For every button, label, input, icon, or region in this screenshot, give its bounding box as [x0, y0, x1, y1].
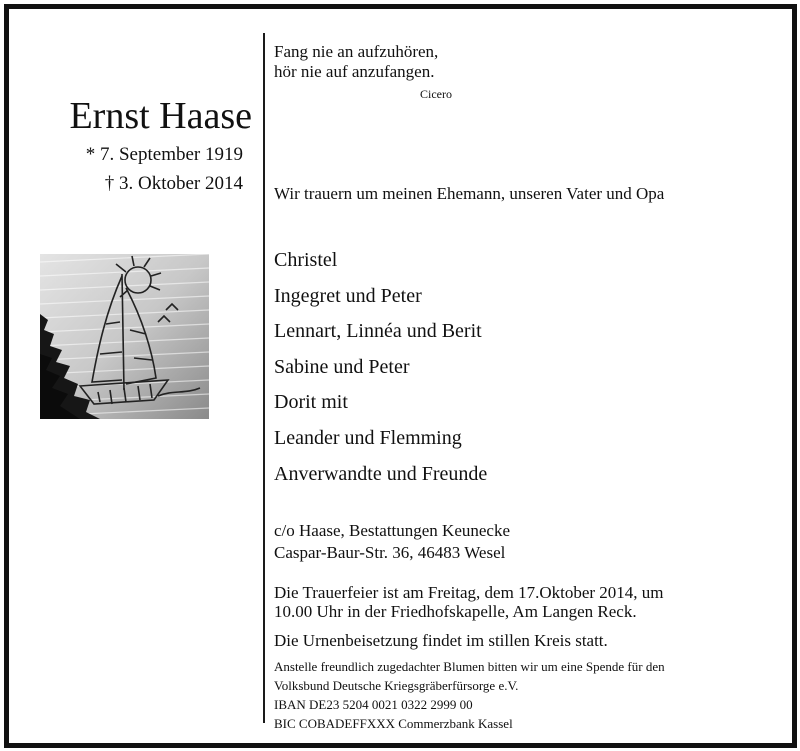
mourner-item: Sabine und Peter: [274, 355, 410, 378]
funeral-service-info: [274, 583, 664, 621]
column-divider: [263, 33, 265, 723]
quote: [274, 42, 438, 82]
donation-iban: IBAN DE23 5204 0021 0322 2999 00: [274, 697, 473, 712]
mourner-item: Christel: [274, 249, 338, 271]
mourner-item: Dorit mit: [274, 391, 348, 414]
quote-line-1: Fang nie an aufzuhören,: [274, 42, 439, 61]
quote-line-2: hör nie auf anzufangen.: [274, 62, 435, 81]
donation-line-2: Volksbund Deutsche Kriegsgräberfürsorge e.V.: [274, 678, 519, 693]
quote-author: Cicero: [420, 87, 452, 101]
deceased-name: Ernst Haase: [69, 95, 252, 137]
address-line-2: Caspar-Baur-Str. 36, 46483 Wesel: [274, 543, 506, 562]
donation-bic: BIC COBADEFFXXX Commerzbank Kassel: [274, 716, 513, 731]
mourner-item: Ingegret und Peter: [274, 284, 422, 307]
mourning-intro: Wir trauern um meinen Ehemann, unseren Vater und Opa: [274, 184, 665, 203]
mourners-list: [274, 243, 487, 492]
donation-line-1: Anstelle freundlich zugedachter Blumen bitten wir um eine Spende für den: [274, 659, 665, 674]
birth-date: * 7. September 1919: [85, 144, 243, 165]
address-line-1: c/o Haase, Bestattungen Keunecke: [274, 521, 511, 540]
urn-burial-info: Die Urnenbeisetzung findet im stillen Kreis statt.: [274, 631, 608, 650]
death-date: † 3. Oktober 2014: [104, 173, 243, 194]
mourner-item: Anverwandte und Freunde: [274, 462, 488, 485]
contact-address: [274, 520, 510, 564]
mourner-item: Lennart, Linnéa und Berit: [274, 320, 482, 343]
service-line-1: Die Trauerfeier ist am Freitag, dem 17.Oktober 2014, um: [274, 583, 664, 602]
donation-note: [274, 657, 665, 733]
service-line-2: 10.00 Uhr in der Friedhofskapelle, Am Langen Reck.: [274, 602, 637, 621]
sailboat-sculpture-photo: [40, 254, 209, 419]
mourner-item: Leander und Flemming: [274, 426, 462, 449]
